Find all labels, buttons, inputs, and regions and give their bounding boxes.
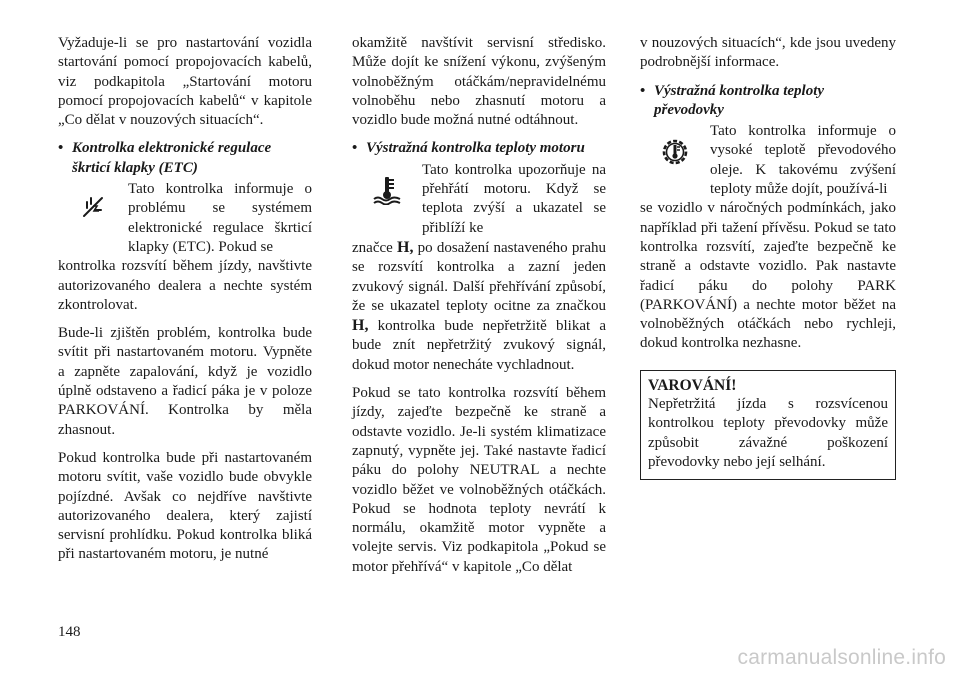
bullet-glyph: • bbox=[640, 82, 646, 99]
trans-temp-icon-block bbox=[640, 122, 896, 199]
trans-temp-text-beside: Tato kontrolka informuje o vysoké teplotě převodového oleje. K takovému zvýšení teploty může dojít, používá-li bbox=[710, 123, 896, 198]
page-number: 148 bbox=[58, 624, 81, 640]
column-2 bbox=[352, 34, 606, 586]
column-1 bbox=[58, 34, 312, 574]
column-3 bbox=[640, 34, 896, 480]
intro-paragraph: Vyžaduje-li se pro nastartování vozidla startování pomocí propojovacích kabelů, viz podkapitola „Startování motoru pomocí propojovacích kabelů“ v kapitole „Co dělat v nouzových situacích“. bbox=[58, 35, 312, 129]
watermark: carmanualsonline.info bbox=[737, 646, 946, 669]
trans-temp-heading-text: Výstražná kontrolka teploty převodovky bbox=[654, 82, 825, 118]
warning-title: VAROVÁNÍ! bbox=[648, 376, 737, 394]
continued-paragraph: okamžitě navštívit servisní středisko. Může dojít ke snížení výkonu, zvýšeným volnoběžným otáčkám/nepravidelnému volnoběhu nebo zhasnutí motoru a vozidlo bude možná nutné odtáhnout. bbox=[352, 35, 606, 129]
text-fragment: po dosažení nastaveného prahu se rozsvítí kontrolka a zazní jeden zvukový signál. Další přehřívání způsobí, že se ukazatel teploty ocitne za značkou bbox=[352, 239, 607, 314]
etc-heading-text: Kontrolka elektronické regulace škrticí klapky (ETC) bbox=[72, 140, 272, 176]
trans-temp-text-continued: se vozidlo v náročných podmínkách, jako například při tažení přívěsu. Pokud se tato kontrolka rozsvítí, zajeďte bezpečně ke straně a odstavte vozidlo. Pak nastavte řadicí páku do polohy PARK (PARKOVÁNÍ) a nechte motor běžet na volnoběžných otáčkách nebo rychleji, dokud kontrolka nezhasne. bbox=[640, 200, 896, 352]
engine-temp-heading bbox=[352, 139, 606, 158]
coolant-thermometer-icon bbox=[352, 161, 422, 205]
etc-icon bbox=[58, 180, 128, 218]
warning-text: Nepřetržitá jízda s rozsvícenou kontrolkou teploty převodovky může způsobit závažné poškození převodovky nebo její selhání. bbox=[648, 396, 888, 470]
text-fragment: značce bbox=[352, 239, 393, 256]
bullet-glyph: • bbox=[58, 140, 64, 157]
etc-icon-block bbox=[58, 180, 312, 257]
text-fragment: kontrolka bude nepřetržitě blikat a bude znít nepřetržitý zvukový signál, dokud motor nenecháte vychladnout. bbox=[352, 318, 607, 373]
lit-paragraph: Pokud kontrolka bude při nastartovaném motoru svítit, vaše vozidlo bude obvykle pojízdné. Avšak co nejdříve navštivte autorizovaného dealera, který zajistí servisní prohlídku. Pokud kontrolka bliká při nastartovaném motoru, je nutné bbox=[58, 449, 312, 563]
driving-paragraph: Pokud se tato kontrolka rozsvítí během jízdy, zajeďte bezpečně ke straně a odstavte vozidlo. Je-li systém klimatizace zapnutý, vypněte jej. Také nastavte řadicí páku do polohy NEUTRAL a nechte vozidlo běžet ve volnoběžných otáčkách. Pokud se hodnota teploty nevrátí k normálu, okamžitě motor vypněte a volejte servis. Viz podkapitola „Pokud se motor přehřívá“ v kapitole „Co dělat bbox=[352, 385, 606, 575]
engine-temp-icon-block bbox=[352, 161, 606, 238]
h-mark: H, bbox=[397, 238, 414, 256]
bullet-glyph: • bbox=[352, 140, 358, 157]
problem-paragraph: Bude-li zjištěn problém, kontrolka bude svítit při nastartovaném motoru. Vypněte a zapněte zapalování, když je vozidlo úplně odstaveno a řadicí páka je v poloze PARKOVÁNÍ. Kontrolka by měla zhasnout. bbox=[58, 325, 312, 438]
trans-temp-heading bbox=[640, 82, 896, 121]
etc-text-continued: kontrolka rozsvítí během jízdy, navštivte autorizovaného dealera a nechte systém zkontrolovat. bbox=[58, 258, 312, 313]
etc-heading bbox=[58, 139, 312, 178]
h-mark: H, bbox=[352, 317, 369, 335]
engine-temp-text-continued bbox=[352, 238, 606, 375]
engine-temp-text-beside: Tato kontrolka upozorňuje na přehřátí motoru. Když se teplota zvýší a ukazatel se přiblíží ke bbox=[422, 161, 606, 236]
etc-text-beside: Tato kontrolka informuje o problému se systémem elektronické regulace škrticí klapky (ETC). Pokud se bbox=[128, 181, 312, 255]
gear-thermometer-icon bbox=[640, 122, 710, 168]
warning-box bbox=[640, 370, 896, 480]
engine-temp-heading-text: Výstražná kontrolka teploty motoru bbox=[366, 140, 585, 157]
continued-paragraph: v nouzových situacích“, kde jsou uvedeny podrobnější informace. bbox=[640, 35, 896, 71]
